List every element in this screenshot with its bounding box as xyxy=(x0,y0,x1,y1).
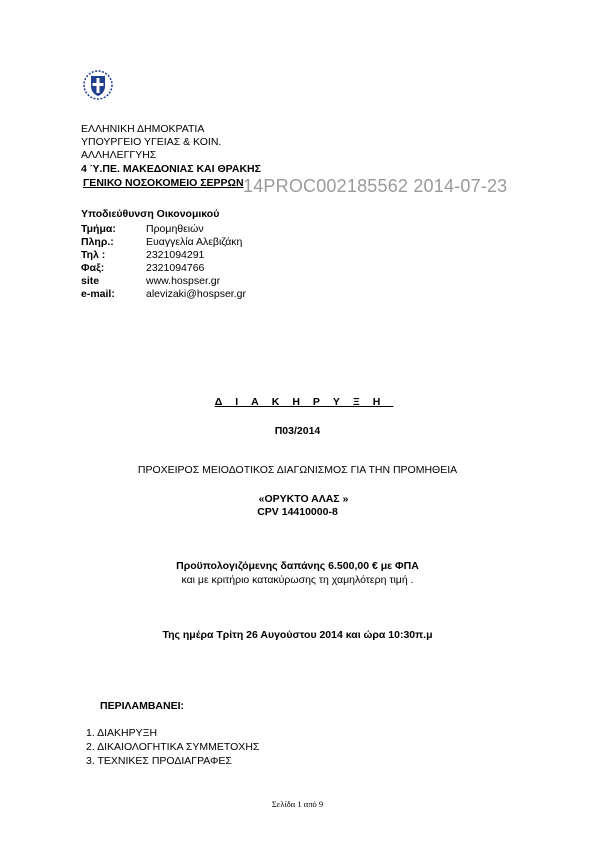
contact-value: 2321094766 xyxy=(146,262,205,274)
contact-label: Τηλ : xyxy=(81,249,106,261)
tender-description: ΠΡΟΧΕΙΡΟΣ ΜΕΙΟΔΟΤΙΚΟΣ ΔΙΑΓΩΝΙΣΜΟΣ ΓΙΑ ΤΗΝ ΠΡΟΜΗΘΕΙΑ xyxy=(137,464,458,476)
contact-row xyxy=(81,249,246,262)
award-criterion: και με κριτήριο κατακύρωσης τη χαμηλότερη τιμή . xyxy=(181,574,414,586)
list-item: 2. ΔΙΚΑΙΟΛΟΓΗΤΙΚΑ ΣΥΜΜΕΤΟΧΗΣ xyxy=(86,741,260,753)
contact-row xyxy=(81,275,246,288)
contact-value: Ευαγγελία Αλεβιζάκη xyxy=(146,236,243,248)
cpv-code: CPV 14410000-8 xyxy=(257,506,338,518)
contact-label: Πληρ.: xyxy=(81,236,114,248)
contact-title: Υποδιεύθυνση Οικονομικού xyxy=(81,208,220,220)
contact-value: Προμηθειών xyxy=(146,223,204,235)
contact-row xyxy=(81,262,246,275)
header-line-republic: ΕΛΛΗΝΙΚΗ ΔΗΜΟΚΡΑΤΙΑ xyxy=(81,123,205,135)
budget-line: Προϋπολογιζόμενης δαπάνης 6.500,00 € με ΦΠΑ xyxy=(176,560,419,572)
contact-label: e-mail: xyxy=(81,288,115,300)
contact-label: site xyxy=(81,275,100,287)
document-watermark: 14PROC002185562 2014-07-23 xyxy=(243,176,508,196)
contact-value: 2321094291 xyxy=(146,249,205,261)
tender-date: Της ημέρα Τρίτη 26 Αυγούστου 2014 και ώρα 10:30π.μ xyxy=(162,629,433,641)
contact-label: Φαξ: xyxy=(81,262,105,274)
includes-list xyxy=(86,726,259,768)
page-number: Σελίδα 1 από 9 xyxy=(271,799,324,809)
document-title-wrap xyxy=(0,396,595,408)
document-title: ΔΙΑΚΗΡΥΞΗ xyxy=(214,396,394,408)
contact-row xyxy=(81,223,246,236)
list-item: 1. ΔΙΑΚΗΡΥΞΗ xyxy=(86,727,158,739)
contact-website[interactable]: www.hospser.gr xyxy=(146,275,221,287)
contact-label: Τμήμα: xyxy=(81,223,116,235)
contact-row xyxy=(81,236,246,249)
includes-title: ΠΕΡΙΛΑΜΒΑΝΕΙ: xyxy=(100,700,185,712)
contact-block xyxy=(81,208,246,301)
header-line-ministry: ΥΠΟΥΡΓΕΙΟ ΥΓΕΙΑΣ & ΚΟΙΝ. xyxy=(81,136,222,148)
list-item: 3. ΤΕΧΝΙΚΕΣ ΠΡΟΔΙΑΓΡΑΦΕΣ xyxy=(86,755,232,767)
contact-row xyxy=(81,288,246,301)
header-line-solidarity: ΑΛΛΗΛΕΓΓΥΗΣ xyxy=(81,149,157,161)
contact-email[interactable]: alevizaki@hospser.gr xyxy=(146,288,246,300)
document-number: Π03/2014 xyxy=(274,425,321,437)
product-name: «ΟΡΥΚΤΟ ΑΛΑΣ » xyxy=(258,493,349,505)
header-line-hospital: ΓΕΝΙΚΟ ΝΟΣΟΚΟΜΕΙΟ ΣΕΡΡΩΝ xyxy=(83,177,244,189)
header-line-health-region: 4 Ύ.ΠΕ. ΜΑΚΕΔΟΝΙΑΣ ΚΑΙ ΘΡΑΚΗΣ xyxy=(81,163,261,175)
greek-emblem-icon xyxy=(83,70,113,100)
